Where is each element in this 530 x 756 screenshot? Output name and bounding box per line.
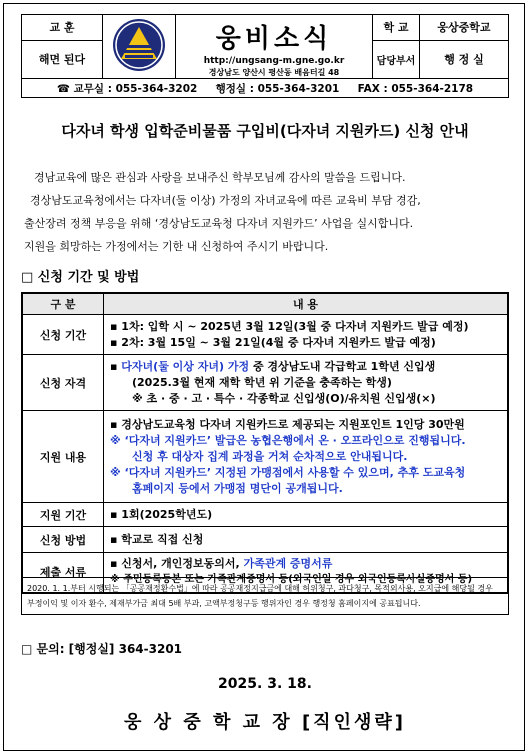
- row-label-support: 지원 내용: [22, 411, 104, 503]
- newsletter-header: [21, 14, 509, 98]
- eligibility-line: ※ 초 · 중 · 고 · 특수 · 각종학교 신입생(O)/유치원 신입생(×): [132, 391, 436, 405]
- dept-name: 행 정 실: [420, 40, 509, 78]
- period-line: ▪ 2차: 3월 15일 ~ 3월 21일(4월 중 다자녀 지원카드 발급 예정): [110, 335, 436, 349]
- office-phone: 교무실 : 055-364-3202: [73, 82, 198, 95]
- row-label-documents: 제출 서류: [22, 553, 104, 593]
- row-label-eligibility: 신청 자격: [22, 355, 104, 411]
- intro-line: 출산장려 정책 부응을 위해 ‘경상남도교육청 다자녀 지원카드’ 사업을 실시합니다.: [24, 217, 414, 230]
- school-address: 경상남도 양산시 평산동 배음터길 48: [208, 68, 340, 77]
- documents-line: ※ 주민등록등본 또는 가족관계증명서 등(외국인일 경우 외국인등록사실증명서 등): [110, 574, 473, 586]
- row-content-support: [104, 411, 509, 503]
- support-line: ▪ 경상남도교육청 다자녀 지원카드로 제공되는 지원포인트 1인당 30만원: [110, 417, 465, 431]
- col-content-header: 내 용: [104, 293, 509, 315]
- row-content-period: [104, 315, 509, 355]
- row-label-period: 신청 기간: [22, 315, 104, 355]
- col-category-header: 구 분: [22, 293, 104, 315]
- newsletter-title-cell: [176, 15, 373, 79]
- phone-icon: ☎: [56, 82, 70, 95]
- issue-date: 2025. 3. 18.: [218, 676, 312, 692]
- intro-text: [24, 166, 510, 258]
- intro-line: 경남교육에 많은 관심과 사랑을 보내주신 학부모님께 감사의 말씀을 드립니다.: [34, 171, 406, 184]
- motto-label: 교 훈: [22, 15, 103, 41]
- row-content-eligibility: [104, 355, 509, 411]
- newsletter-title: 웅비소식: [215, 24, 333, 54]
- row-label-duration: 지원 기간: [22, 503, 104, 527]
- documents-prefix: ▪ 신청서, 개인정보동의서,: [110, 557, 244, 571]
- document-title: 다자녀 학생 입학준비물품 구입비(다자녀 지원카드) 신청 안내: [61, 122, 469, 140]
- eligibility-line: [110, 359, 501, 375]
- period-line: ▪ 1차: 입학 시 ~ 2025년 3월 12일(3월 중 다자녀 지원카드 발급 예정): [110, 319, 469, 333]
- eligibility-highlight: 다자녀(둘 이상 자녀) 가정: [121, 359, 250, 373]
- legal-notice: 2020. 1. 1.부터 시행되는 「공공재정환수법」에 따라 공공재정지급금에 대해 허위청구, 과다청구, 목적외사용, 오지급에 해당될 경우 부정이익 및 이자 환수, 제재부가금 최대 5배 부과, 고액부정청구등 행위자인 경우 행정청 홈페이지에 공표됩니다.: [21, 577, 509, 615]
- support-line: 신청 후 대상자 집계 과정을 거쳐 순차적으로 안내됩니다.: [132, 449, 408, 463]
- eligibility-line: (2025.3월 현재 재학 학년 위 기준을 충족하는 학생): [132, 375, 392, 389]
- fax-number: FAX : 055-364-2178: [357, 82, 474, 95]
- row-label-method: 신청 방법: [22, 527, 104, 553]
- inquiry-contact: □ 문의: [행정실] 364-3201: [21, 642, 183, 656]
- dept-label: 담당부서: [373, 40, 420, 78]
- application-table: [21, 292, 509, 594]
- school-name: 웅상중학교: [420, 15, 509, 41]
- school-label: 학 교: [373, 15, 420, 41]
- contact-bar: [22, 79, 509, 98]
- section-title: □ 신청 기간 및 방법: [21, 270, 140, 285]
- support-line: ※ ‘다자녀 지원카드’ 발급은 농협은행에서 온 · 오프라인으로 진행됩니다.: [110, 433, 466, 447]
- school-emblem-icon: [111, 17, 167, 73]
- admin-phone: 행정실 : 055-364-3201: [215, 82, 340, 95]
- school-url[interactable]: http://ungsang-m.gne.go.kr: [203, 56, 345, 66]
- support-line: 홈페이지 등에서 가맹점 명단이 공개됩니다.: [132, 481, 343, 495]
- school-logo: [103, 15, 176, 79]
- bullet: ▪: [110, 359, 122, 373]
- documents-line: [110, 556, 501, 572]
- eligibility-rest: 중 경상남도내 각급학교 1학년 신입생: [249, 359, 436, 373]
- documents-highlight: 가족관계 증명서류: [243, 557, 333, 571]
- row-content-duration: ▪ 1회(2025학년도): [104, 503, 509, 527]
- intro-line: 지원을 희망하는 가정에서는 기한 내 신청하여 주시기 바랍니다.: [24, 240, 329, 253]
- principal-signature: 웅 상 중 학 교 장 [직인생략]: [124, 712, 406, 733]
- intro-line: 경상남도교육청에서는 다자녀(둘 이상) 가정의 자녀교육에 따른 교육비 부담 경감,: [30, 194, 421, 207]
- row-content-method: ▪ 학교로 직접 신청: [104, 527, 509, 553]
- support-line: ※ ‘다자녀 지원카드’ 지정된 가맹점에서 사용할 수 있으며, 추후 도교육청: [110, 465, 466, 479]
- motto-value: 해면 된다: [22, 40, 103, 78]
